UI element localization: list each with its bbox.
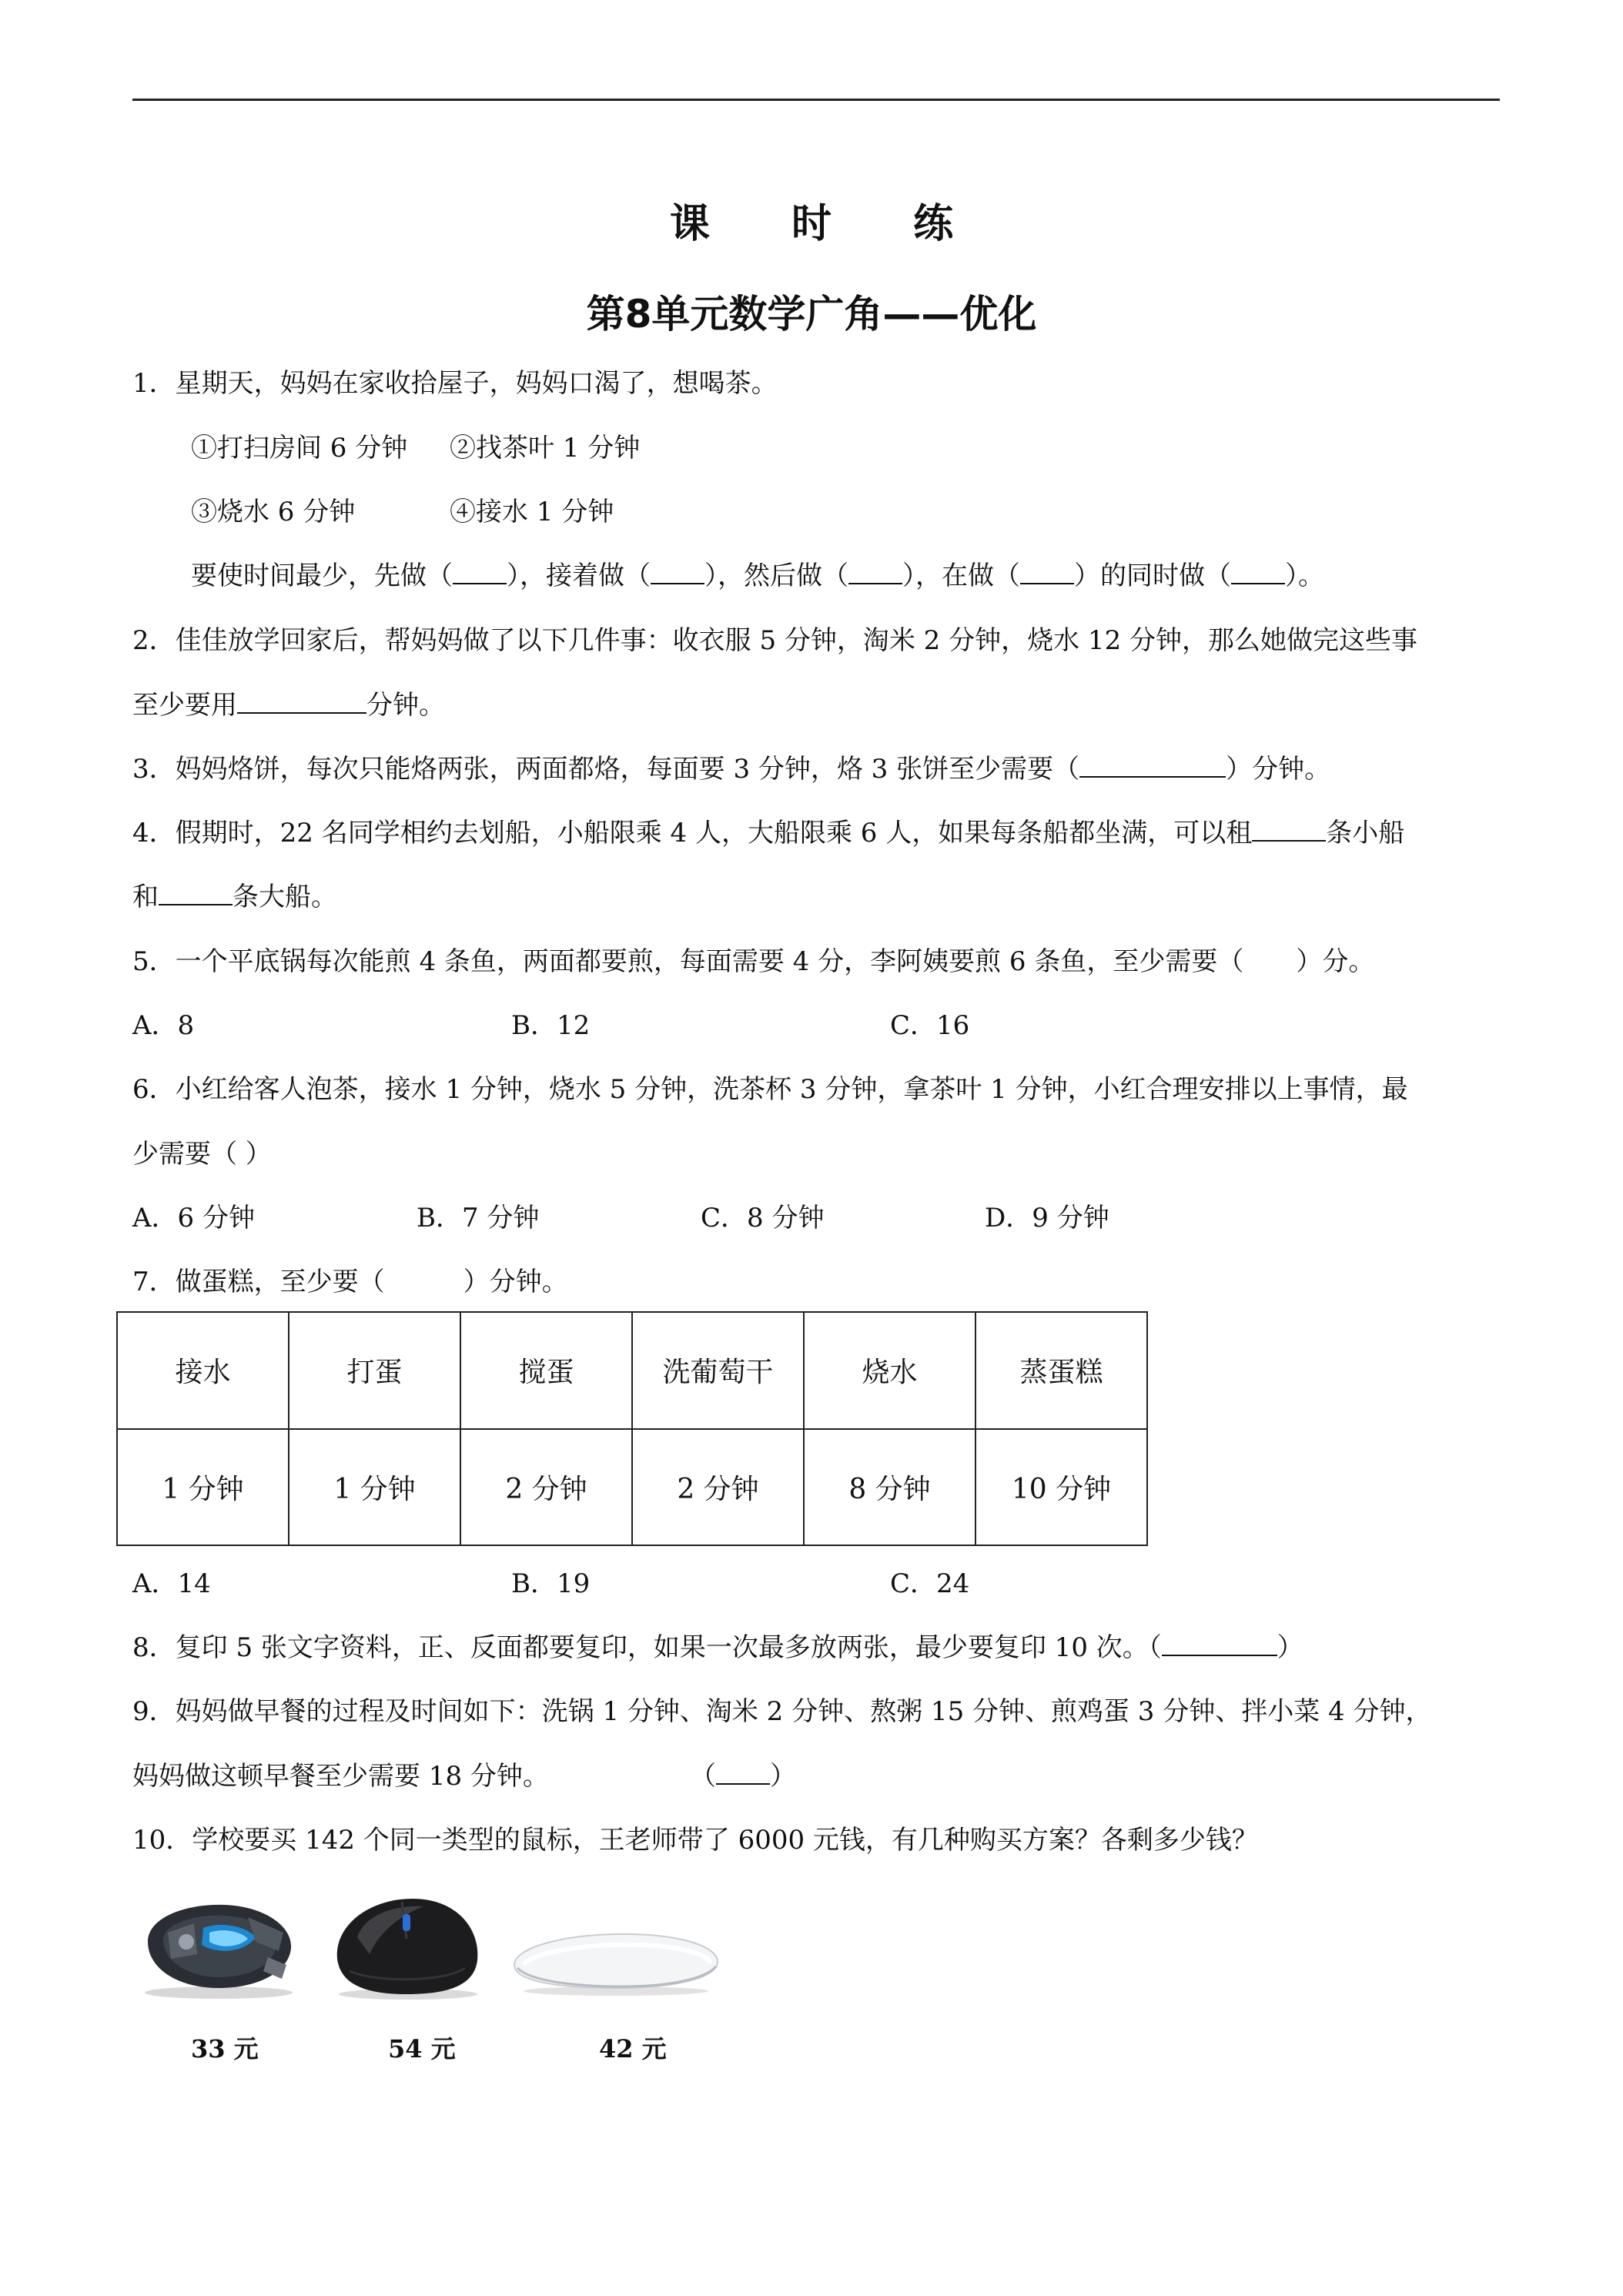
q1-item-1: ①打扫房间 6 分钟 [191, 433, 408, 464]
q9-line-1: 9．妈妈做早餐的过程及时间如下：洗锅 1 分钟、淘米 2 分钟、熬粥 15 分钟、煎鸡蛋 3 分钟、拌小菜 4 分钟， [132, 1696, 1432, 1727]
q1-item-2: ②找茶叶 1 分钟 [450, 433, 641, 464]
table-cell: 10 分钟 [975, 1429, 1147, 1546]
table-cell: 2 分钟 [632, 1429, 804, 1546]
q5-option-c[interactable]: C．16 [890, 1010, 970, 1041]
page-title: 课 时 练 [669, 201, 988, 247]
q2-line-1: 2．佳佳放学回家后，帮妈妈做了以下几件事：收衣服 5 分钟，淘米 2 分钟，烧水 12 分钟，那么她做完这些事 [132, 625, 1418, 656]
table-cell: 8 分钟 [804, 1429, 975, 1546]
q6-line-1: 6．小红给客人泡茶，接水 1 分钟，烧水 5 分钟，洗茶杯 3 分钟，拿茶叶 1 分钟，小红合理安排以上事情，最 [132, 1074, 1408, 1105]
q7-option-b[interactable]: B．19 [511, 1568, 591, 1599]
cake-steps-table [116, 1311, 1148, 1546]
q6-option-d[interactable]: D．9 分钟 [985, 1203, 1109, 1233]
table-cell: 搅蛋 [460, 1312, 632, 1429]
q1-blank-5[interactable] [1231, 563, 1285, 584]
q2-line-2: 至少要用 分钟。 [132, 690, 445, 721]
q9-answer-bracket: （ ） [690, 1761, 796, 1792]
q9-line-2: 妈妈做这顿早餐至少需要 18 分钟。 [132, 1761, 549, 1792]
q5-option-b[interactable]: B．12 [511, 1010, 591, 1041]
q8-blank[interactable] [1162, 1635, 1277, 1656]
table-cell: 1 分钟 [289, 1429, 460, 1546]
table-cell: 接水 [117, 1312, 289, 1429]
table-cell: 蒸蛋糕 [975, 1312, 1147, 1429]
price-label-2: 54 元 [388, 2034, 456, 2063]
q1-item-3: ③烧水 6 分钟 [191, 497, 356, 527]
q4-blank-1[interactable] [1252, 820, 1326, 842]
table-cell: 打蛋 [289, 1312, 460, 1429]
q1-question: 要使时间最少，先做（ ），接着做（ ），然后做（ ），在做（ ）的同时做（ ）。 [191, 561, 1324, 591]
table-row-times [117, 1429, 1147, 1546]
q6-option-c[interactable]: C．8 分钟 [701, 1203, 825, 1233]
table-cell: 1 分钟 [117, 1429, 289, 1546]
price-label-3: 42 元 [599, 2034, 667, 2063]
table-cell: 洗葡萄干 [632, 1312, 804, 1429]
header-rule [132, 99, 1500, 101]
magic-mouse-image [508, 1930, 724, 1999]
q1-blank-1[interactable] [453, 563, 507, 584]
q6-option-b[interactable]: B．7 分钟 [417, 1203, 540, 1233]
table-cell: 2 分钟 [460, 1429, 632, 1546]
q4-line-1: 4．假期时，22 名同学相约去划船，小船限乘 4 人，大船限乘 6 人，如果每条船都坐满，可以租 条小船 [132, 818, 1405, 848]
q5-option-a[interactable]: A．8 [132, 1010, 195, 1041]
gaming-mouse-image [132, 1894, 305, 2002]
q1-blank-2[interactable] [651, 563, 704, 584]
q8-text: 8．复印 5 张文字资料，正、反面都要复印，如果一次最多放两张，最少要复印 10 次。（ ） [132, 1632, 1303, 1663]
q9-blank[interactable] [716, 1763, 770, 1785]
q5-stem: 5．一个平底锅每次能煎 4 条鱼，两面都要煎，每面需要 4 分，李阿姨要煎 6 条鱼，至少需要（ ）分。 [132, 946, 1375, 977]
q1-blank-3[interactable] [848, 563, 902, 584]
q7-option-c[interactable]: C．24 [890, 1568, 970, 1599]
q7-option-a[interactable]: A．14 [132, 1568, 211, 1599]
page-subtitle: 第8单元数学广角——优化 [586, 292, 1037, 336]
q7-stem: 7．做蛋糕，至少要（ ）分钟。 [132, 1267, 568, 1297]
q10-stem: 10．学校要买 142 个同一类型的鼠标，王老师带了 6000 元钱，有几种购买方案？各剩多少钱？ [132, 1825, 1258, 1856]
q6-line-2: 少需要（ ） [132, 1139, 272, 1170]
q1-blank-4[interactable] [1020, 563, 1074, 584]
q1-item-4: ④接水 1 分钟 [450, 497, 614, 527]
q3-blank[interactable] [1079, 756, 1226, 778]
q6-option-a[interactable]: A．6 分钟 [132, 1203, 255, 1233]
q4-line-2: 和 条大船。 [132, 882, 337, 912]
table-cell: 烧水 [804, 1312, 975, 1429]
q4-blank-2[interactable] [159, 884, 233, 905]
wireless-mouse-image [326, 1891, 488, 2002]
q3-text: 3．妈妈烙饼，每次只能烙两张，两面都烙，每面要 3 分钟，烙 3 张饼至少需要（ ）分钟。 [132, 754, 1331, 785]
price-label-1: 33 元 [191, 2034, 259, 2063]
q2-blank[interactable] [237, 692, 366, 714]
q1-stem: 1．星期天，妈妈在家收拾屋子，妈妈口渴了，想喝茶。 [132, 368, 778, 399]
table-row-steps [117, 1312, 1147, 1429]
